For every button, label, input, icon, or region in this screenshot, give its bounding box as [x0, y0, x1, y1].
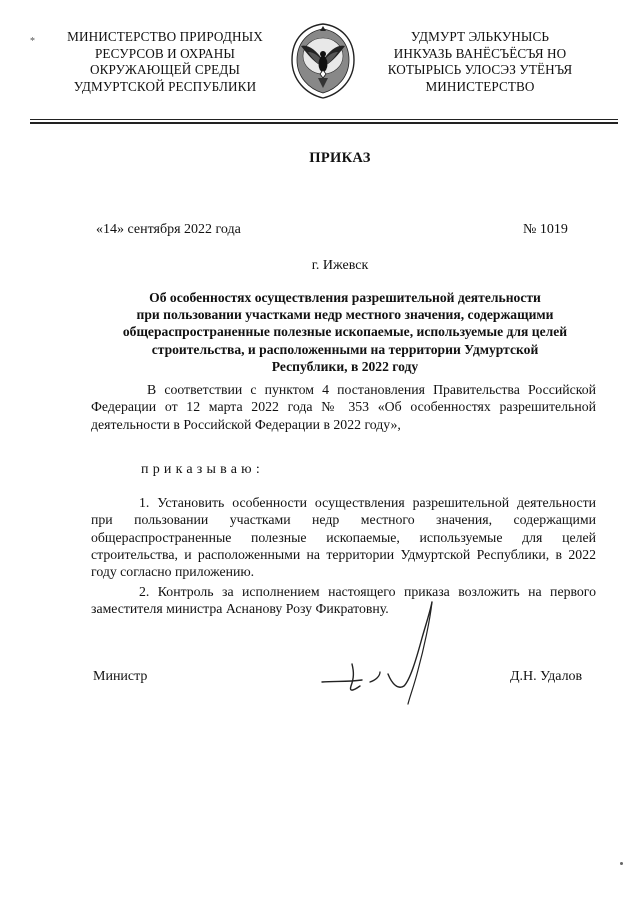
header-left-line: УДМУРТСКОЙ РЕСПУБЛИКИ	[73, 78, 257, 94]
header-left-line: РЕСУРСОВ И ОХРАНЫ	[95, 45, 235, 61]
subject-line: при пользовании участками недр местного значения, содержащими	[136, 307, 554, 323]
corner-mark: *	[30, 36, 35, 47]
document-number: № 1019	[523, 222, 568, 237]
subject-line: строительства, и расположенными на территории Удмуртской	[151, 341, 539, 357]
ministry-name-russian	[46, 29, 284, 95]
udmurt-coat-of-arms-icon	[288, 22, 358, 100]
signatory-name: Д.Н. Удалов	[510, 669, 583, 684]
header-right-line: МИНИСТЕРСТВО	[425, 78, 535, 94]
subject-line: Об особенностях осуществления разрешительной деятельности	[149, 290, 541, 305]
header-divider-thick	[30, 122, 618, 124]
document-title: ПРИКАЗ	[309, 150, 371, 166]
order-item-2: 2. Контроль за исполнением настоящего приказа возложить на первого заместителя министра Аснанову Розу Фикратовну.	[91, 584, 596, 617]
preamble-paragraph: В соответствии с пунктом 4 постановления Правительства Российской Федерации от 12 марта 2022 года № 353 «Об особенностях разрешительной деятельности в Российской Федерации в 2022 году»,	[91, 382, 596, 432]
ministry-name-udmurt	[360, 29, 600, 95]
signatory-position: Министр	[93, 669, 148, 684]
subject-line: Республики, в 2022 году	[271, 358, 419, 374]
document-subject	[90, 289, 600, 375]
document-city: г. Ижевск	[311, 258, 369, 273]
document-date: «14» сентября 2022 года	[96, 222, 241, 237]
handwritten-signature	[318, 598, 448, 708]
decree-word: приказываю:	[141, 462, 264, 477]
subject-line: общераспространенные полезные ископаемые, используемые для целей	[122, 324, 568, 340]
header-left-line: ОКРУЖАЮЩЕЙ СРЕДЫ	[89, 62, 241, 77]
header-right-line: ИНКУАЗЬ ВАНЁСЪЁСЪЯ НО	[393, 45, 567, 61]
header-divider-thin	[30, 119, 618, 120]
header-left-line: МИНИСТЕРСТВО ПРИРОДНЫХ	[67, 29, 263, 44]
scan-speck	[620, 862, 623, 865]
header-right-line: КОТЫРЫСЬ УЛОСЭЗ УТЁНЪЯ	[387, 62, 573, 77]
header-right-line: УДМУРТ ЭЛЬКУНЫСЬ	[410, 29, 550, 44]
order-item-1: 1. Установить особенности осуществления разрешительной деятельности при пользовании участками недр местного значения, содержащими общераспространенные полезные ископаемые, используемые для целей строительства, и расположенными на территории Удмуртской Республики, в 2022 году согласно приложению.	[91, 495, 596, 580]
